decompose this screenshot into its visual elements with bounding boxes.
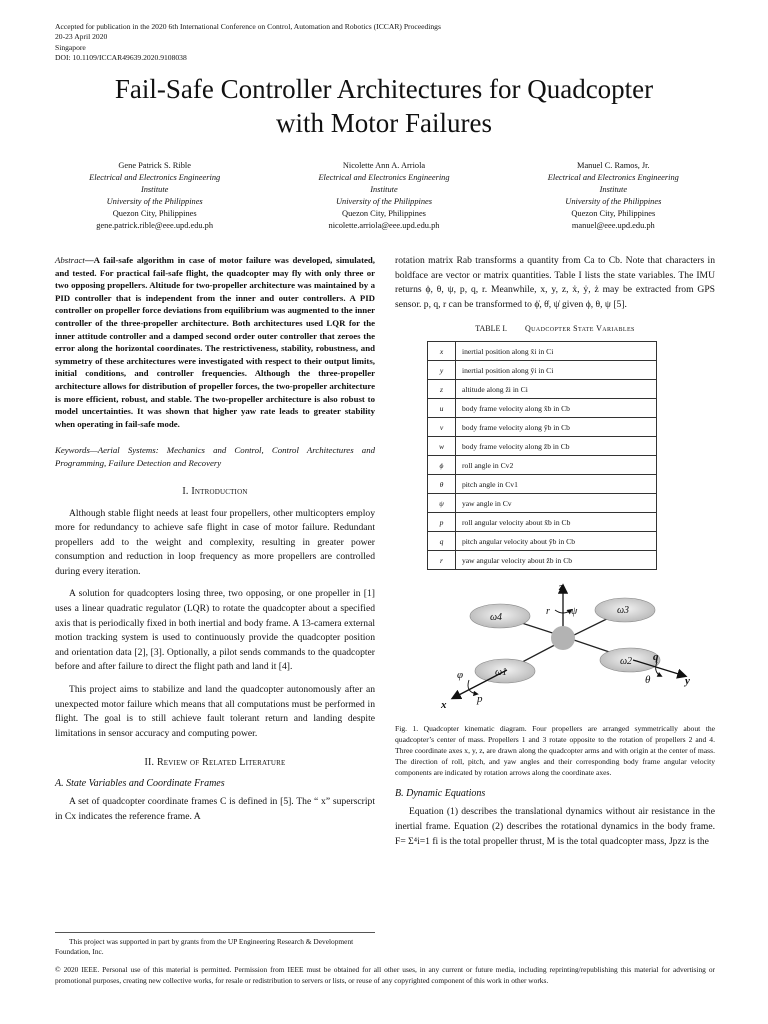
author-name: Nicolette Ann A. Arriola: [342, 161, 426, 170]
state-symbol: x: [428, 342, 456, 361]
author-dept-2: Institute: [599, 185, 628, 194]
author-list: [40, 160, 728, 232]
table-row: [428, 380, 657, 399]
table-row: [428, 399, 657, 418]
r-label: r: [546, 606, 550, 618]
keywords-text: —Aerial Systems: Mechanics and Control, Control Architectures and Programming, Failure Detection and Recovery: [55, 445, 375, 468]
state-description: inertial position along ŷi in Ci: [456, 361, 657, 380]
state-description: pitch angle in Cv1: [456, 475, 657, 494]
state-symbol: ψ: [428, 494, 456, 513]
state-symbol: r: [428, 551, 456, 570]
state-symbol: w: [428, 437, 456, 456]
table-row: [428, 475, 657, 494]
state-description: yaw angle in Cv: [456, 494, 657, 513]
publication-header: [55, 22, 441, 64]
state-symbol: z: [428, 380, 456, 399]
state-description: yaw angular velocity about ẑb in Cb: [456, 551, 657, 570]
table-row: [428, 494, 657, 513]
author-dept: Electrical and Electronics Engineering: [318, 173, 450, 182]
table-row: [428, 418, 657, 437]
keywords-label: Keywords: [55, 445, 90, 456]
copyright-notice: © 2020 IEEE. Personal use of this material is permitted. Permission from IEEE must be obtained for all other uses, in any current or future media, including reprinting/republishing this material for advertising or promotional purposes, creating new collective works, for resale or redistribution to servers or lists, or reuse of any copyrighted component of this work in other works.: [55, 965, 715, 985]
omega-2-label: ω2: [620, 656, 633, 668]
abstract-label: Abstract: [55, 255, 85, 265]
literature-paragraph: A set of quadcopter coordinate frames C is defined in [5]. The “ x” superscript in Cx indicates the reference frame. A: [55, 796, 375, 822]
state-symbol: y: [428, 361, 456, 380]
table-row: [428, 513, 657, 532]
intro-paragraph: Although stable flight needs at least four propellers, other multicopters employ more for redundancy to achieve safe flight in case of motor failure. Redundant propellers add to the weight and complexity, resulting in greater power consumption and reduction in loop frequency as more propellers are controlled during every iteration.: [55, 507, 375, 577]
subsection-heading-dynamic-equations: B. Dynamic Equations: [395, 788, 486, 800]
dynamics-paragraph: Equation (1) describes the translational dynamics without air resistance in the inertial frame. Equation (2) describes the rotational dynamics in the body frame. F= Σ⁴i=1 fi is the total propeller thrust, M is the total quadcopter mass, Jpzz is the: [395, 806, 715, 847]
omega-1-label: ω1: [495, 667, 508, 679]
author-dept: Electrical and Electronics Engineering: [89, 173, 221, 182]
x-label: x: [441, 699, 447, 712]
author-city: Quezon City, Philippines: [571, 209, 656, 218]
table-row: [428, 532, 657, 551]
state-symbol: u: [428, 399, 456, 418]
author-name: Manuel C. Ramos, Jr.: [577, 161, 650, 170]
omega-3-label: ω3: [617, 605, 630, 617]
z-label: z: [559, 581, 564, 594]
paper-title: [40, 72, 728, 140]
table-row: [428, 551, 657, 570]
table-row: [428, 456, 657, 475]
figure-caption: Fig. 1. Quadcopter kinematic diagram. Four propellers are arranged symmetrically about the quadcopter’s center of mass. Propellers 1 and 3 rotate opposite to the rotation of propellers 2 and 4. Three coordinate axes x, y, z, are drawn along the quadcopter arms and with origin at the center of mass. The direction of roll, pitch, and yaw angles and their corresponding body frame angular velocity components are indicated by rotation arrows along the coordinate axes.: [395, 724, 715, 777]
center-body: [551, 626, 575, 650]
state-description: inertial position along x̂i in Ci: [456, 342, 657, 361]
header-line: DOI: 10.1109/ICCAR49639.2020.9108038: [55, 53, 187, 63]
section-heading-introduction: I. Introduction: [182, 485, 248, 497]
state-description: pitch angular velocity about ŷb in Cb: [456, 532, 657, 551]
state-description: body frame velocity along ŷb in Cb: [456, 418, 657, 437]
title-line-2: with Motor Failures: [276, 108, 492, 138]
author-block: [269, 160, 498, 232]
quadcopter-diagram: [395, 580, 715, 720]
header-line: 20-23 April 2020: [55, 32, 108, 42]
author-univ: University of the Philippines: [335, 197, 433, 206]
intro-paragraph: This project aims to stabilize and land the quadcopter autonomously after an unexpected motor failure which means that all computations must be performed in flight. The goal is to still achieve fault tolerant return and landing despite limitations in sensor accuracy and computing power.: [55, 684, 375, 739]
subsection-heading-state-variables: A. State Variables and Coordinate Frames: [55, 778, 225, 790]
roll-rotation-arrow: [468, 680, 477, 694]
author-city: Quezon City, Philippines: [112, 209, 197, 218]
author-univ: University of the Philippines: [106, 197, 203, 206]
abstract-text: —A fail-safe algorithm in case of motor failure was developed, simulated, and tested. For practical fail-safe flight, the quadcopter may fly with only three or two opposing propellers. Altitude for two-propeller architecture was maintained by a PID controller that is independent from the inner and outer controllers. A PID controller on propeller force deviations from equilibrium was augmented to the inner controller of the three-propeller architecture. Both architectures used LQR for the inner attitude controller and a damped second order outer controller that zeroes the error along the horizontal coordinates. The restrictiveness, stability, robustness, and symmetry of these architectures were investigated with respect to their output limits, initial conditions, and controller frequencies. Although the three-propeller architecture allows for distribution of propeller forces, the two-propeller architecture is more efficient, robust, and stable. The two-propeller architecture is also robust to model uncertainties. It was shown that higher yaw rate leads to greater stability when operating in fail-safe mode.: [55, 255, 375, 429]
p-label: p: [477, 693, 483, 706]
author-dept-2: Institute: [370, 185, 398, 194]
title-line-1: Fail-Safe Controller Architectures for Quadcopter: [114, 74, 654, 104]
header-line: Accepted for publication in the 2020 6th International Conference on Control, Automation and Robotics (ICCAR) Proceedings: [55, 22, 441, 31]
left-column: [55, 254, 375, 833]
table-caption: TABLE I. Quadcopter State Variables: [475, 324, 635, 334]
section-heading-literature: II. Review of Related Literature: [144, 757, 286, 769]
state-symbol: θ: [428, 475, 456, 494]
abstract: [55, 254, 375, 430]
quadcopter-diagram-svg: [395, 580, 715, 720]
author-name: Gene Patrick S. Rible: [118, 161, 191, 170]
state-symbol: p: [428, 513, 456, 532]
right-column: [395, 254, 715, 857]
author-dept-2: Institute: [140, 185, 169, 194]
state-description: altitude along ẑi in Ci: [456, 380, 657, 399]
psi-label: ψ: [571, 606, 578, 618]
header-line: Singapore: [55, 42, 86, 52]
table-row: [428, 437, 657, 456]
phi-label: φ: [457, 669, 464, 682]
author-email[interactable]: nicolette.arriola@eee.upd.edu.ph: [328, 221, 440, 230]
author-email[interactable]: gene.patrick.rible@eee.upd.edu.ph: [96, 221, 214, 230]
author-city: Quezon City, Philippines: [342, 209, 426, 218]
state-symbol: q: [428, 532, 456, 551]
state-description: body frame velocity along x̂b in Cb: [456, 399, 657, 418]
author-univ: University of the Philippines: [565, 197, 662, 206]
state-variables-paragraph: rotation matrix Rab transforms a quantity from Ca to Cb. Note that characters in boldface are vector or matrix quantities. Table I lists the state variables. The IMU returns ϕ, θ, ψ, p, q, r. Meanwhile, x, y, z, ẋ, ẏ, ż may be extracted from GPS sensor. p, q, r can be transformed to ϕ̇, θ̇, ψ̇ given ϕ, θ, ψ [5].: [395, 255, 715, 310]
footnote: This project was supported in part by grants from the UP Engineering Research & Development Foundation, Inc.: [55, 932, 375, 957]
state-description: roll angle in Cv2: [456, 456, 657, 475]
state-description: body frame velocity along ẑb in Cb: [456, 437, 657, 456]
table-row: [428, 342, 657, 361]
omega-4-label: ω4: [490, 612, 503, 624]
author-block: [499, 160, 728, 232]
state-symbol: ϕ: [428, 456, 456, 475]
y-label: y: [685, 675, 690, 688]
state-description: roll angular velocity about x̂b in Cb: [456, 513, 657, 532]
author-email[interactable]: manuel@eee.upd.edu.ph: [571, 221, 655, 230]
intro-paragraph: A solution for quadcopters losing three, two opposing, or one propeller in [1] uses a linear quadratic regulator (LQR) to rotate the quadcopter about a specified axis that is periodically fixed in both inertial and body frame. A 13-camera external motion tracking system is used to continuously provide the quadcopter position and orientation data [2], [3]. Optionally, a pilot sends commands to the quadcopter before and after failure to direct the flight path and land it [4].: [55, 588, 375, 673]
author-block: [40, 160, 269, 232]
q-label: q: [653, 651, 659, 664]
state-symbol: v: [428, 418, 456, 437]
table-row: [428, 361, 657, 380]
state-variables-table: [427, 341, 657, 570]
keywords: [55, 444, 375, 469]
author-dept: Electrical and Electronics Engineering: [547, 173, 679, 182]
theta-label: θ: [645, 674, 651, 687]
